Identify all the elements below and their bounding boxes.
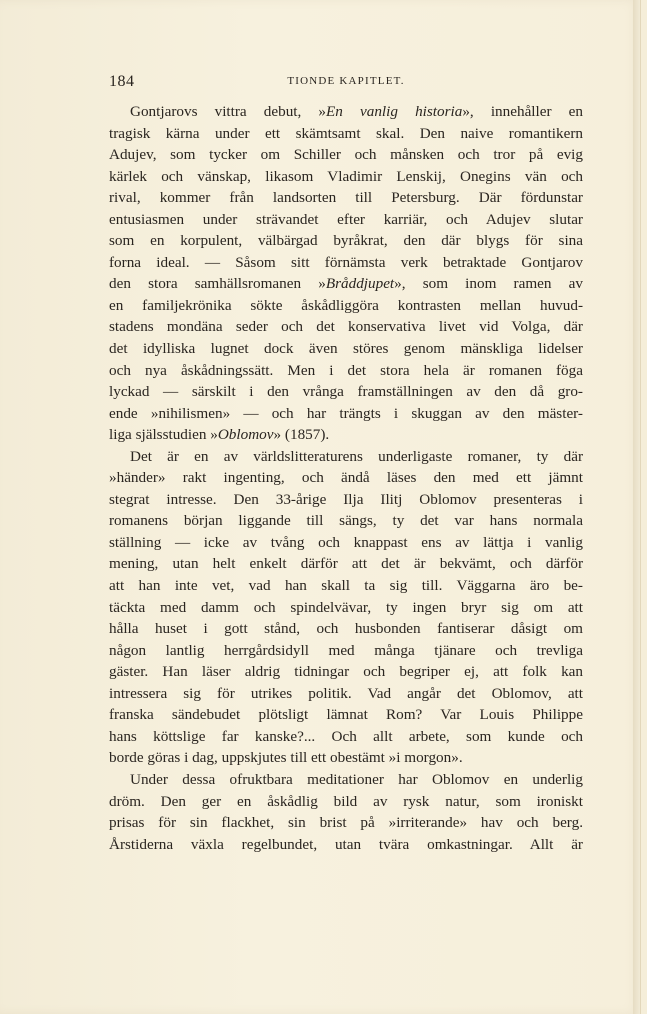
text-line	[109, 726, 583, 748]
line-text: hans köttslige far kanske?... Och allt arbete, som kunde och	[109, 727, 583, 745]
text-line	[109, 295, 583, 317]
line-text: rival, kommer från landsorten till Petersburg. Där fördunstar	[109, 189, 583, 207]
text-line	[109, 252, 583, 274]
line-text: som en korpulent, välbärgad byråkrat, den där blygs för sina	[109, 232, 583, 250]
line-text-after: », innehåller en	[462, 103, 583, 120]
line-text: ende »nihilismen» — och har trängts i skuggan av den mäster-	[109, 404, 583, 422]
text-line	[109, 747, 583, 769]
text-line	[109, 532, 583, 554]
text-line	[109, 834, 583, 856]
page-number: 184	[109, 73, 135, 90]
text-line	[109, 575, 583, 597]
line-text: stadens mondäna seder och det konservativa livet vid Volga, där	[109, 318, 583, 336]
text-line	[109, 230, 583, 252]
line-text: lyckad — särskilt i den vrånga framställningen av den då gro-	[109, 383, 583, 401]
text-line	[109, 360, 583, 382]
text-line	[109, 316, 583, 338]
text-line	[109, 704, 583, 726]
text-line	[109, 123, 583, 145]
text-line	[109, 446, 583, 468]
line-text: och nya åskådningssätt. Men i det stora hela är romanen föga	[109, 361, 583, 379]
text-line	[109, 424, 583, 446]
text-line	[109, 489, 583, 511]
text-line	[109, 769, 583, 791]
text-line	[109, 338, 583, 360]
line-text: stegrat intresse. Den 33-årige Ilja Ilitj Oblomov presenteras i	[109, 490, 583, 508]
line-text: att han inte vet, vad han skall ta sig till. Väggarna äro be-	[109, 577, 583, 595]
line-text: liga själsstudien »	[109, 426, 218, 444]
body-text	[109, 101, 583, 855]
text-line	[109, 510, 583, 532]
line-text: Det är en av världslitteraturens underligaste romaner, ty där	[130, 447, 583, 465]
text-line	[109, 381, 583, 403]
page-edge	[633, 0, 640, 1014]
page-header	[109, 73, 583, 93]
text-line	[109, 467, 583, 489]
line-text: Under dessa ofruktbara meditationer har Oblomov en underlig	[130, 770, 583, 788]
italic-title: Oblomov	[217, 426, 274, 444]
text-line	[109, 640, 583, 662]
text-line	[109, 618, 583, 640]
text-line	[109, 597, 583, 619]
line-text: forna ideal. — Såsom sitt förnämsta verk betraktade Gontjarov	[109, 253, 583, 271]
text-line	[109, 166, 583, 188]
text-line	[109, 187, 583, 209]
text-line	[109, 791, 583, 813]
text-line	[109, 403, 583, 425]
line-text-after: », som inom ramen av	[394, 275, 583, 293]
line-text-after: » (1857).	[273, 426, 330, 444]
line-text: någon lantlig herrgårdsidyll med många tjänare och trevliga	[109, 641, 583, 659]
line-text: hålla huset i gott stånd, och husbonden fantiserar dåsigt om	[109, 620, 583, 638]
italic-title: En vanlig historia	[326, 103, 463, 120]
text-line	[109, 683, 583, 705]
line-text: »händer» rakt ingenting, och ändå läses den med ett jämnt	[109, 469, 583, 487]
line-text: ställning — icke av tvång och knappast ens av lättja i vanlig	[109, 533, 583, 551]
italic-title: Bråddjupet	[325, 275, 395, 293]
line-text: Gontjarovs vittra debut, »	[130, 103, 327, 120]
line-text: intressera sig för utrikes politik. Vad angår det Oblomov, att	[109, 684, 583, 702]
text-line	[109, 812, 583, 834]
text-line	[109, 661, 583, 683]
line-text: romanens början liggande till sängs, ty det var hans normala	[109, 512, 583, 530]
text-line	[109, 144, 583, 166]
line-text: täckta med damm och spindelvävar, ty ingen bryr sig om att	[109, 598, 583, 616]
line-text: franska sändebudet plötsligt lämnat Rom? Var Louis Philippe	[109, 706, 583, 724]
line-text: prisas för sin flackhet, sin brist på »irriterande» hav och berg.	[109, 814, 583, 832]
text-line	[109, 553, 583, 575]
line-text: en familjekrönika sökte åskådliggöra kontrasten mellan huvud-	[109, 296, 583, 314]
line-text: borde göras i dag, uppskjutes till ett obestämt »i morgon».	[109, 749, 463, 767]
line-text: det idylliska lugnet dock även störes genom mänskliga lidelser	[109, 340, 583, 358]
line-text: tragisk kärna under ett skämtsamt skal. Den naive romantikern	[109, 124, 583, 142]
text-line	[109, 101, 583, 123]
line-text: den stora samhällsromanen »	[109, 275, 326, 293]
text-line	[109, 209, 583, 231]
line-text: Årstiderna växla regelbundet, utan tvära omkastningar. Allt är	[109, 835, 583, 853]
line-text: gäster. Han läser aldrig tidningar och begriper ej, att folk kan	[109, 663, 583, 681]
line-text: kärlek och vänskap, likasom Vladimir Lenskij, Onegins vän och	[109, 167, 583, 185]
text-line	[109, 273, 583, 295]
line-text: Adujev, som tycker om Schiller och månsken och tror på evig	[109, 146, 583, 164]
running-head: TIONDE KAPITLET.	[287, 75, 405, 87]
line-text: entusiasmen under strävandet efter karriär, och Adujev slutar	[109, 210, 583, 228]
line-text: mening, utan helt enkelt därför att det är bekvämt, och därför	[109, 555, 583, 573]
line-text: dröm. Den ger en åskådlig bild av rysk natur, som ironiskt	[109, 792, 583, 810]
